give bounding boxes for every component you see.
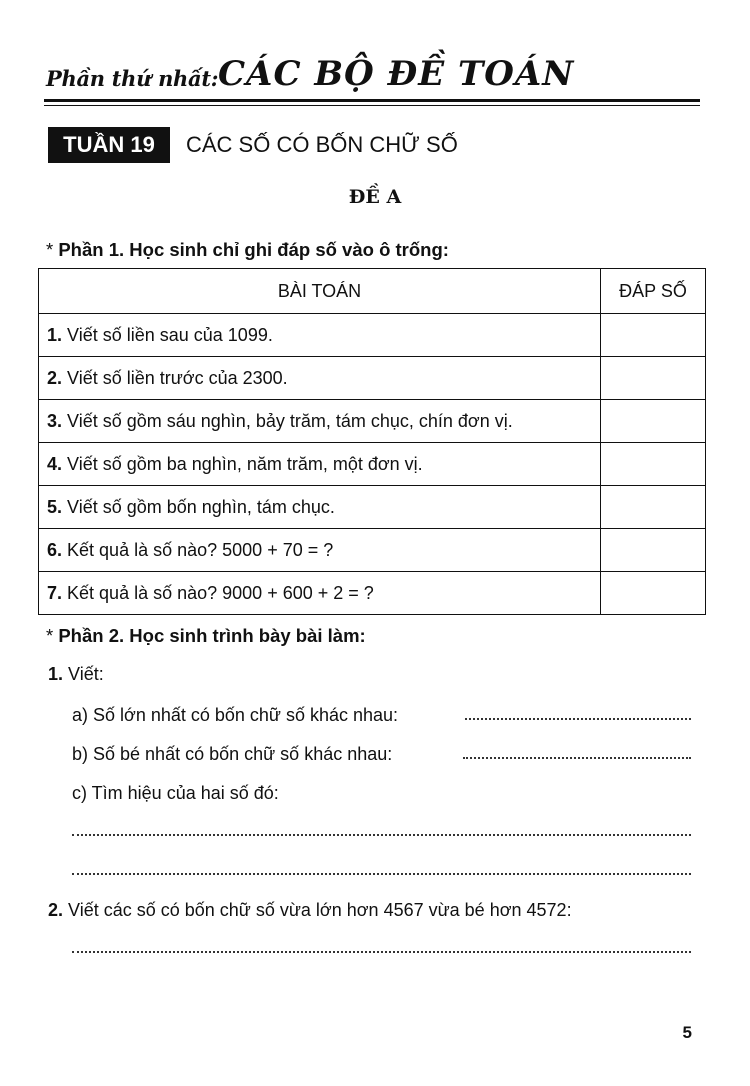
exam-title: ĐỀ A — [348, 186, 402, 208]
problem-text: Viết số gồm sáu nghìn, bảy trăm, tám chục, chín đơn vị. — [67, 410, 513, 431]
part-title: CÁC BỘ ĐỀ TOÁN — [218, 54, 575, 94]
header-answer: ĐÁP SỐ — [601, 269, 706, 314]
problem-number: 5. — [47, 496, 63, 517]
answer-cell[interactable] — [601, 357, 706, 400]
table-row — [39, 529, 706, 572]
table-row — [39, 314, 706, 357]
header-rule-thin — [44, 105, 700, 106]
problem-cell — [39, 486, 601, 529]
part-label: Phần thứ nhất: — [46, 66, 219, 91]
table-row — [39, 400, 706, 443]
answer-line-1c-1[interactable] — [72, 834, 691, 836]
question-number: 2. — [48, 900, 64, 920]
table-header-row — [39, 269, 706, 314]
problem-text: Viết số liền sau của 1099. — [67, 324, 273, 345]
problem-number: 4. — [47, 453, 63, 474]
week-badge: TUẦN 19 — [48, 127, 170, 163]
problems-table — [38, 268, 706, 615]
question-1 — [48, 662, 104, 686]
part1-heading — [46, 238, 449, 262]
part2-heading — [46, 624, 366, 648]
problem-cell — [39, 529, 601, 572]
answer-cell[interactable] — [601, 443, 706, 486]
problem-cell — [39, 400, 601, 443]
table-row — [39, 572, 706, 615]
answer-cell[interactable] — [601, 314, 706, 357]
table-row — [39, 486, 706, 529]
bullet-star: * — [46, 625, 54, 646]
question-text: Viết: — [68, 664, 104, 684]
header-problem: BÀI TOÁN — [39, 269, 601, 314]
problem-number: 3. — [47, 410, 63, 431]
question-1a: a) Số lớn nhất có bốn chữ số khác nhau: — [72, 705, 399, 725]
question-text: Viết các số có bốn chữ số vừa lớn hơn 4567 vừa bé hơn 4572: — [68, 900, 572, 920]
problem-number: 6. — [47, 539, 63, 560]
table-row — [39, 357, 706, 400]
problem-text: Viết số liền trước của 2300. — [67, 367, 288, 388]
problem-cell — [39, 572, 601, 615]
question-1c: c) Tìm hiệu của hai số đó: — [72, 783, 279, 803]
problem-cell — [39, 314, 601, 357]
problem-text: Kết quả là số nào? 9000 + 600 + 2 = ? — [67, 582, 374, 603]
problem-number: 7. — [47, 582, 63, 603]
week-title: CÁC SỐ CÓ BỐN CHỮ SỐ — [186, 132, 458, 157]
part1-title: Phần 1. Học sinh chỉ ghi đáp số vào ô trống: — [58, 239, 449, 260]
bullet-star: * — [46, 239, 54, 260]
problem-cell — [39, 443, 601, 486]
problem-text: Kết quả là số nào? 5000 + 70 = ? — [67, 539, 334, 560]
answer-line-1c-2[interactable] — [72, 873, 691, 875]
answer-line-1b[interactable] — [463, 757, 691, 759]
answer-cell[interactable] — [601, 400, 706, 443]
problem-text: Viết số gồm bốn nghìn, tám chục. — [67, 496, 335, 517]
problem-cell — [39, 357, 601, 400]
question-number: 1. — [48, 664, 64, 684]
problem-number: 2. — [47, 367, 63, 388]
problem-number: 1. — [47, 324, 63, 345]
question-2 — [48, 898, 572, 922]
page-number: 5 — [682, 1023, 692, 1042]
header-rule-thick — [44, 99, 700, 102]
table-row — [39, 443, 706, 486]
answer-line-2[interactable] — [72, 951, 691, 953]
answer-line-1a[interactable] — [465, 718, 691, 720]
answer-cell[interactable] — [601, 572, 706, 615]
problem-text: Viết số gồm ba nghìn, năm trăm, một đơn vị. — [67, 453, 423, 474]
part2-title: Phần 2. Học sinh trình bày bài làm: — [58, 625, 366, 646]
answer-cell[interactable] — [601, 529, 706, 572]
answer-cell[interactable] — [601, 486, 706, 529]
question-1b: b) Số bé nhất có bốn chữ số khác nhau: — [72, 744, 393, 764]
